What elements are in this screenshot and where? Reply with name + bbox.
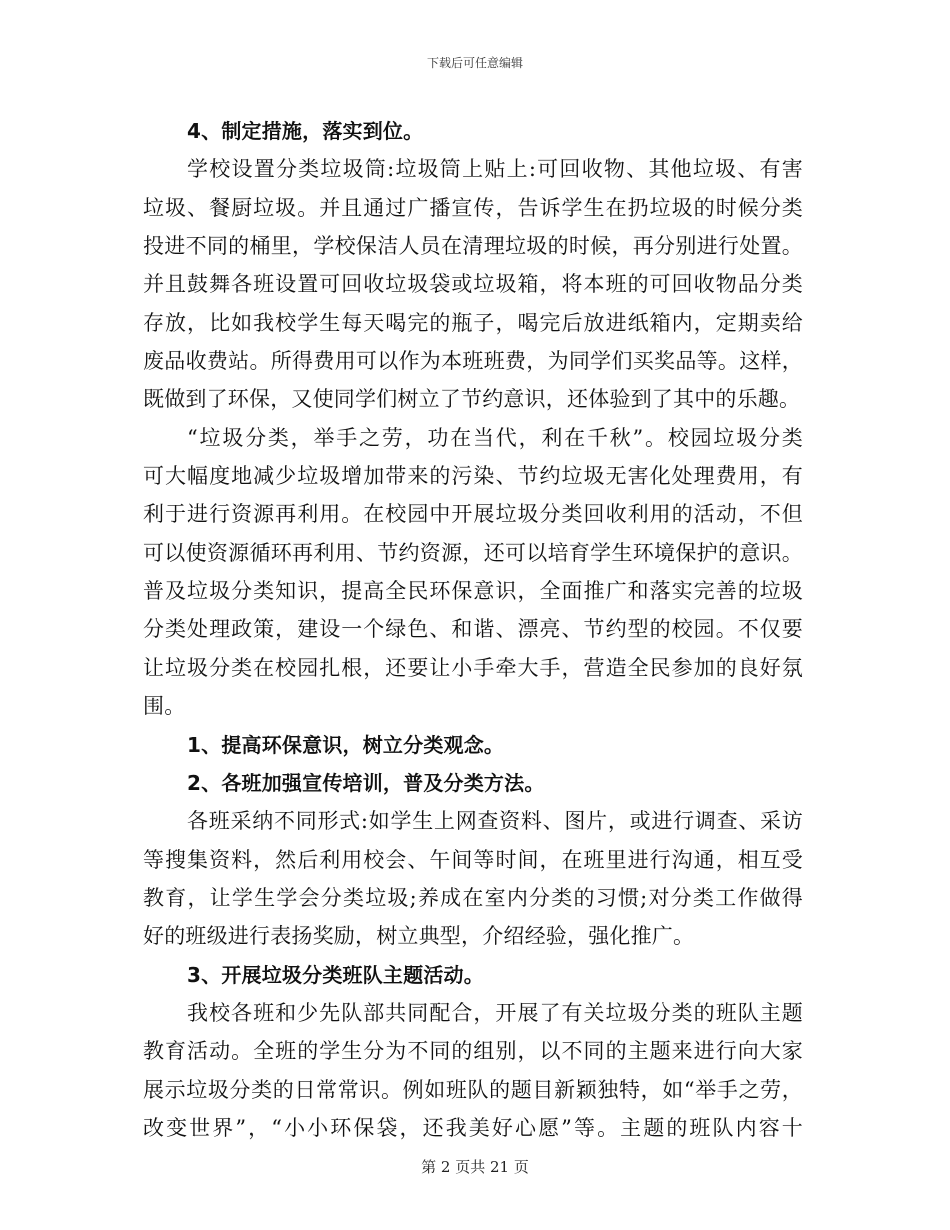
text-line: 投进不同的桶里，学校保洁人员在清理垃圾的时候，再分别进行处置。 [143, 234, 803, 259]
text-line: 可以使资源循环再利用、节约资源，还可以培育学生环境保护的意识。 [143, 540, 803, 565]
text-line: “垃圾分类，举手之劳，功在当代，利在千秋”。校园垃圾分类 [187, 425, 803, 450]
text-line: 我校各班和少先队部共同配合，开展了有关垃圾分类的班队主题 [187, 1000, 803, 1025]
text-line: 学校设置分类垃圾筒:垃圾筒上贴上:可回收物、其他垃圾、有害 [187, 157, 803, 182]
text-line: 并且鼓舞各班设置可回收垃圾袋或垃圾箱，将本班的可回收物品分类 [143, 272, 803, 297]
text-line: 好的班级进行表扬奖励，树立典型，介绍经验，强化推广。 [143, 924, 695, 949]
text-line: 改变世界”，“小小环保袋，还我美好心愿”等。主题的班队内容十 [143, 1115, 803, 1140]
text-line: 废品收费站。所得费用可以作为本班班费，为同学们买奖品等。这样， [143, 349, 803, 374]
section-heading: 1、提高环保意识，树立分类观念。 [187, 732, 505, 757]
paragraph-lines [143, 112, 803, 1147]
page-header: 下载后可任意编辑 [426, 56, 523, 70]
text-line: 让垃圾分类在校园扎根，还要让小手牵大手，营造全民参加的良好氛 [143, 655, 803, 680]
text-line: 教育活动。全班的学生分为不同的组别，以不同的主题来进行向大家 [143, 1039, 803, 1064]
section-heading: 2、各班加强宣传培训，普及分类方法。 [187, 770, 545, 795]
text-line: 分类处理政策，建设一个绿色、和谐、漂亮、节约型的校园。不仅要 [143, 617, 803, 642]
text-line: 既做到了环保，又使同学们树立了节约意识，还体验到了其中的乐趣。 [143, 387, 801, 412]
text-line: 可大幅度地减少垃圾增加带来的污染、节约垃圾无害化处理费用，有 [143, 464, 803, 489]
section-heading: 4、制定措施，落实到位。 [187, 119, 424, 143]
page-footer: 第 2 页共 21 页 [421, 1158, 529, 1176]
document-body [143, 112, 803, 1147]
text-line: 教育，让学生学会分类垃圾;养成在室内分类的习惯;对分类工作做得 [143, 885, 803, 910]
text-line: 存放，比如我校学生每天喝完的瓶子，喝完后放进纸箱内，定期卖给 [143, 310, 803, 335]
text-line: 普及垃圾分类知识，提高全民环保意识，全面推广和落实完善的垃圾 [143, 579, 803, 604]
section-heading: 3、开展垃圾分类班队主题活动。 [187, 962, 484, 987]
text-line: 各班采纳不同形式:如学生上网查资料、图片，或进行调查、采访 [187, 809, 803, 834]
text-line: 等搜集资料，然后利用校会、午间等时间，在班里进行沟通，相互受 [143, 847, 803, 872]
text-line: 利于进行资源再利用。在校园中开展垃圾分类回收利用的活动，不但 [143, 502, 803, 527]
text-line: 围。 [143, 694, 186, 719]
text-line: 垃圾、餐厨垃圾。并且通过广播宣传，告诉学生在扔垃圾的时候分类 [143, 195, 803, 220]
text-line: 展示垃圾分类的日常常识。例如班队的题目新颖独特，如“举手之劳， [143, 1077, 803, 1102]
